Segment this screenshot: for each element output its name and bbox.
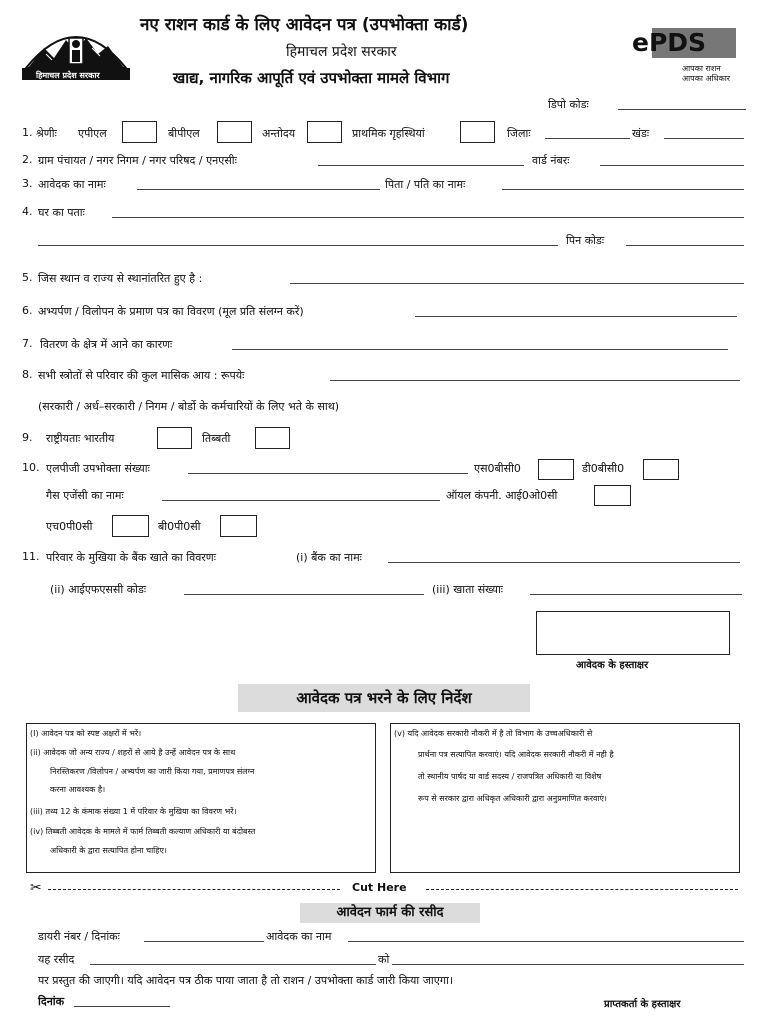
- signature-label: आवेदक के हस्ताक्षर: [576, 660, 649, 671]
- bpc-checkbox[interactable]: [220, 515, 257, 537]
- ifsc-field[interactable]: [184, 594, 424, 595]
- logo-tagline-2: आपका अधिकार: [682, 74, 731, 83]
- form-title: नए राशन कार्ड के लिए आवेदन पत्र (उपभोक्ता कार्ड): [140, 15, 469, 35]
- diary-field[interactable]: [144, 941, 264, 942]
- q8-number: 8.: [22, 368, 33, 381]
- q4-number: 4.: [22, 205, 33, 218]
- district-field[interactable]: [545, 138, 630, 139]
- bank-name-label: (i) बैंक का नामः: [296, 551, 362, 564]
- receipt-sentence: पर प्रस्तुत की जाएगी। यदि आवेदन पत्र ठीक पाया जाता है तो राशन / उपभोक्ता कार्ड जारी किया जाएगा।: [38, 974, 454, 987]
- sbc-checkbox[interactable]: [538, 459, 574, 480]
- bpc-label: बी0पी0सी: [158, 520, 201, 533]
- block-field[interactable]: [664, 138, 744, 139]
- cut-line-right: [426, 889, 738, 890]
- panchayat-field[interactable]: [318, 165, 524, 166]
- logo-tagline-1: आपका राशन: [682, 64, 721, 73]
- instruction-item: प्रार्थना पत्र सत्यापित करवाएं। यदि आवेदक सरकारी नौकरी में नही है: [418, 750, 614, 759]
- instruction-item: (I) आवेदन पत्र को स्पष्ट अक्षरों में भरें।: [30, 729, 142, 738]
- receipt-date-value-field[interactable]: [74, 1006, 170, 1007]
- sbc-label: एस0बीसी0: [474, 462, 521, 475]
- apl-checkbox[interactable]: [122, 121, 157, 143]
- antyodaya-checkbox[interactable]: [307, 121, 342, 143]
- q2-number: 2.: [22, 153, 33, 166]
- surrender-cert-label: अभ्यर्पण / विलोपन के प्रमाण पत्र का विवरण (मूल प्रति संलग्न करें): [38, 305, 304, 318]
- instruction-item: अधिकारी के द्वारा सत्यापित होना चाहिए।: [50, 846, 167, 855]
- receipt-date-field[interactable]: [90, 964, 376, 965]
- q11-number: 11.: [22, 550, 40, 563]
- dbc-label: डी0बीसी0: [582, 462, 625, 475]
- ifsc-label: (ii) आईएफएससी कोडः: [50, 583, 147, 596]
- receipt-date-label: दिनांक: [38, 995, 65, 1008]
- q3-number: 3.: [22, 177, 33, 190]
- government-name: हिमाचल प्रदेश सरकार: [286, 44, 397, 60]
- receipt-applicant-field[interactable]: [348, 941, 744, 942]
- scissors-icon: ✂: [30, 880, 42, 896]
- apl-label: एपीएल: [78, 127, 107, 140]
- q5-number: 5.: [22, 271, 33, 284]
- applicant-name-field[interactable]: [137, 189, 380, 190]
- receipt-applicant-label: आवेदक का नाम: [266, 930, 332, 943]
- instruction-item: (iv) तिब्बती आवेदक के मामले में फार्म तिब्बती कल्याण अधिकारी या बंदोबस्त: [30, 827, 256, 836]
- q9-number: 9.: [22, 431, 33, 444]
- cut-here-label: Cut Here: [352, 881, 407, 894]
- address-label: घर का पताः: [38, 206, 85, 219]
- reason-label: वितरण के क्षेत्र में आने का कारणः: [40, 338, 173, 351]
- transferred-from-label: जिस स्थान व राज्य से स्थानांतरित हुए है :: [38, 272, 203, 285]
- surrender-cert-field[interactable]: [415, 316, 737, 317]
- cut-line-left: [48, 889, 340, 890]
- pin-field[interactable]: [626, 245, 744, 246]
- priority-household-checkbox[interactable]: [460, 121, 495, 143]
- instruction-item: (ii) आवेदक जो अन्य राज्य / शहरों से आये है उन्हें आवेदन पत्र के साथ: [30, 748, 236, 757]
- income-field[interactable]: [330, 380, 740, 381]
- reason-field[interactable]: [232, 349, 728, 350]
- instruction-item: तो स्थानीय पार्षद या वार्ड सदस्य / राजपत्रित अधिकारी या विशेष: [418, 772, 602, 781]
- bpl-label: बीपीएल: [168, 127, 200, 140]
- instructions-heading: आवेदक पत्र भरने के लिए निर्देश: [238, 684, 530, 712]
- q10-number: 10.: [22, 461, 40, 474]
- instruction-item: रूप से सरकार द्वारा अधिकृत अधिकारी द्वारा अनुप्रमाणित करवाएं।: [418, 794, 607, 803]
- instruction-item: निरस्तिकरण /विलोपन / अभ्यर्पण का जारी किया गया, प्रमाणपत्र संलग्न: [50, 767, 255, 776]
- department-name: खाद्य, नागरिक आपूर्ति एवं उपभोक्ता मामले विभाग: [173, 69, 450, 87]
- father-name-field[interactable]: [502, 189, 744, 190]
- bank-name-field[interactable]: [388, 562, 740, 563]
- nationality-label: राष्ट्रीयताः भारतीय: [46, 432, 115, 445]
- father-name-label: पिता / पति का नामः: [385, 178, 466, 191]
- antyodaya-label: अन्तोदय: [262, 127, 296, 140]
- signature-box[interactable]: [536, 611, 730, 655]
- ioc-checkbox[interactable]: [594, 485, 631, 506]
- address-field-2[interactable]: [38, 245, 558, 246]
- receipt-office-field[interactable]: [392, 964, 744, 965]
- epds-logo-text: ePDS: [632, 28, 707, 57]
- address-field-1[interactable]: [112, 217, 744, 218]
- receiver-signature-label: प्राप्तकर्ता के हस्ताक्षर: [604, 999, 681, 1010]
- bpl-checkbox[interactable]: [217, 121, 252, 143]
- receipt-heading: आवेदन फार्म की रसीद: [300, 903, 480, 923]
- emblem-caption: हिमाचल प्रदेश सरकार: [36, 71, 100, 80]
- bank-details-label: परिवार के मुखिया के बैंक खाते का विवरणः: [46, 551, 216, 564]
- income-note: (सरकारी / अर्ध–सरकारी / निगम / बोर्डो के कर्मचारियों के लिए भते के साथ): [38, 400, 340, 413]
- applicant-name-label: आवेदक का नामः: [38, 178, 106, 191]
- block-label: खंडः: [632, 127, 650, 140]
- hpc-label: एच0पी0सी: [46, 520, 93, 533]
- q7-number: 7.: [22, 337, 33, 350]
- q1-number: 1.: [22, 126, 33, 139]
- instruction-item: (iii) तथ्य 12 के कंमाक संख्या 1 में परिवार के मुखिया का विवरण भरें।: [30, 807, 237, 816]
- income-label: सभी स्त्रोतों से परिवार की कुल मासिक आय : रूपयेः: [38, 369, 245, 382]
- tibetan-label: तिब्बती: [202, 432, 231, 445]
- instruction-item: करना आवश्यक है।: [50, 785, 106, 794]
- lpg-label: एलपीजी उपभोक्ता संख्याः: [46, 462, 150, 475]
- lpg-field[interactable]: [188, 473, 468, 474]
- priority-household-label: प्राथमिक गृहस्थियां: [352, 127, 425, 140]
- transferred-from-field[interactable]: [290, 283, 744, 284]
- depot-code-label: डिपो कोडः: [548, 98, 589, 111]
- account-field[interactable]: [530, 594, 742, 595]
- pin-label: पिन कोडः: [566, 234, 605, 247]
- gas-agency-field[interactable]: [162, 500, 440, 501]
- gas-agency-label: गैस एजेंसी का नामः: [46, 489, 124, 502]
- depot-code-field[interactable]: [618, 109, 746, 110]
- instruction-item: (v) यदि आवेदक सरकारी नौकरी में है तो विभाग के उच्चअधिकारी से: [394, 729, 593, 738]
- receipt-label: यह रसीद: [38, 953, 75, 966]
- district-label: जिलाः: [507, 127, 531, 140]
- epds-logo: [632, 28, 738, 60]
- hpc-checkbox[interactable]: [112, 515, 149, 537]
- ward-field[interactable]: [600, 165, 744, 166]
- q6-number: 6.: [22, 304, 33, 317]
- dbc-checkbox[interactable]: [643, 459, 679, 480]
- indian-checkbox[interactable]: [157, 427, 192, 449]
- q2-label: ग्राम पंचायत / नगर निगम / नगर परिषद / एनएसीः: [38, 154, 237, 167]
- ioc-label: ऑयल कंपनी. आई0ओ0सी: [446, 489, 558, 502]
- diary-label: डायरी नंबर / दिनांकः: [38, 930, 120, 943]
- ward-label: वार्ड नंबरः: [532, 154, 570, 167]
- receipt-to-label: को: [378, 953, 390, 966]
- account-label: (iii) खाता संख्याः: [432, 583, 504, 596]
- tibetan-checkbox[interactable]: [255, 427, 290, 449]
- q1-category-label: श्रेणीः: [36, 127, 57, 140]
